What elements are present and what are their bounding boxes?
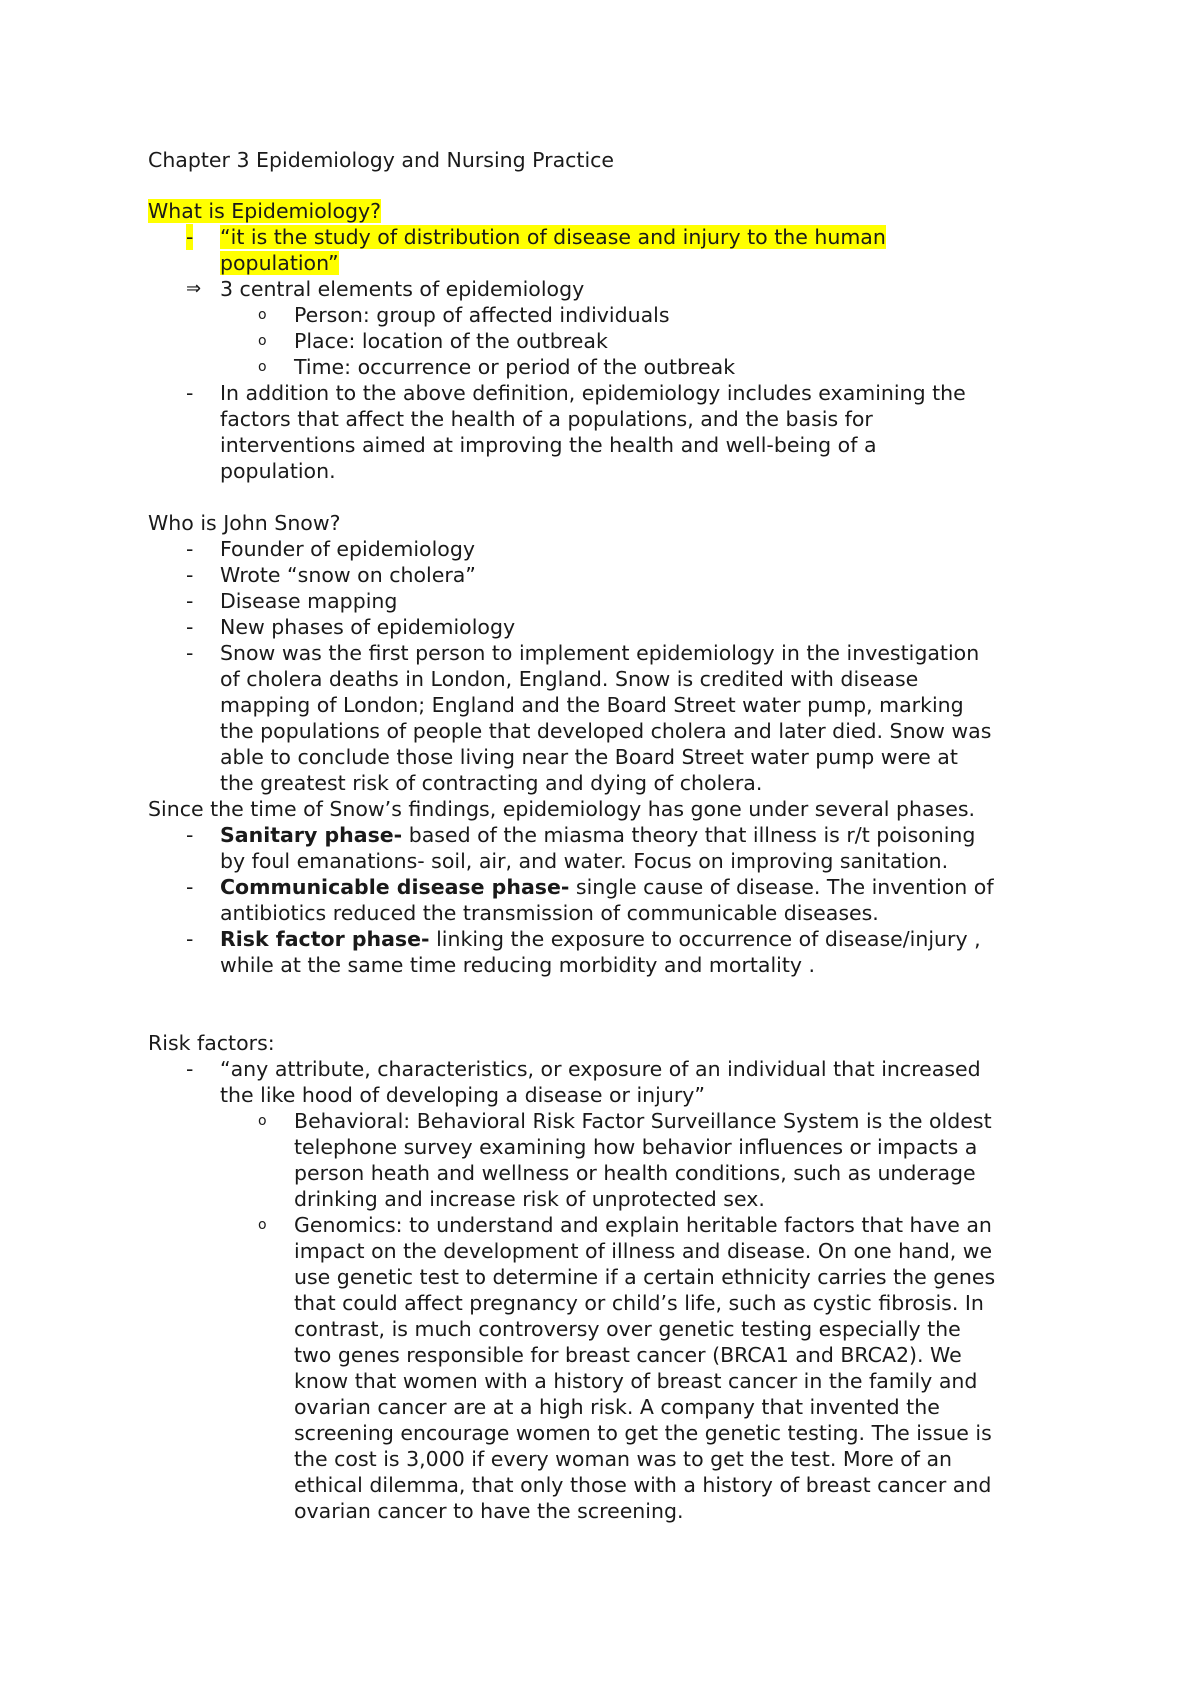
paragraph-line: factors that affect the health of a populations, and the basis for bbox=[220, 407, 873, 431]
paragraph-line: the cost is 3,000 if every woman was to get the test. More of an bbox=[294, 1447, 953, 1471]
paragraph-line: while at the same time reducing morbidity and mortality . bbox=[220, 953, 816, 977]
paragraph-line: ethical dilemma, that only those with a history of breast cancer and bbox=[294, 1473, 992, 1497]
circle-bullet-icon: o bbox=[258, 1217, 267, 1233]
phase-label: Sanitary phase- bbox=[220, 823, 403, 847]
paragraph-line: Snow was the first person to implement epidemiology in the investigation bbox=[220, 641, 980, 665]
phase-label: Risk factor phase- bbox=[220, 927, 430, 951]
list-item: Place: location of the outbreak bbox=[294, 329, 608, 353]
paragraph-line: ovarian cancer to have the screening. bbox=[294, 1499, 684, 1523]
paragraph-line: contrast, is much controversy over genetic testing especially the bbox=[294, 1317, 961, 1341]
paragraph-line: that could affect pregnancy or child’s life, such as cystic fibrosis. In bbox=[294, 1291, 984, 1315]
paragraph-line: drinking and increase risk of unprotected sex. bbox=[294, 1187, 765, 1211]
paragraph-line: know that women with a history of breast cancer in the family and bbox=[294, 1369, 978, 1393]
paragraph-line: “any attribute, characteristics, or exposure of an individual that increased bbox=[220, 1057, 981, 1081]
circle-bullet-icon: o bbox=[258, 1113, 267, 1129]
paragraph-line: able to conclude those living near the Board Street water pump were at bbox=[220, 745, 958, 769]
paragraph-line: In addition to the above definition, epidemiology includes examining the bbox=[220, 381, 966, 405]
paragraph-line: impact on the development of illness and disease. On one hand, we bbox=[294, 1239, 993, 1263]
phase-item bbox=[220, 926, 981, 952]
paragraph-line: Genomics: to understand and explain heritable factors that have an bbox=[294, 1213, 992, 1237]
bullet-dash: - bbox=[186, 823, 194, 847]
arrow-bullet-icon: ⇒ bbox=[186, 278, 202, 299]
definition-quote-line bbox=[220, 250, 339, 276]
bullet-dash: - bbox=[186, 225, 194, 249]
list-item: Disease mapping bbox=[220, 589, 398, 613]
bullet-dash: - bbox=[186, 589, 194, 613]
paragraph-line: of cholera deaths in London, England. Snow is credited with disease bbox=[220, 667, 919, 691]
circle-bullet-icon: o bbox=[258, 307, 267, 323]
circle-bullet-icon: o bbox=[258, 359, 267, 375]
list-item: Person: group of affected individuals bbox=[294, 303, 670, 327]
paragraph-line: person heath and wellness or health conditions, such as underage bbox=[294, 1161, 976, 1185]
paragraph-line: interventions aimed at improving the health and well-being of a bbox=[220, 433, 877, 457]
bullet-dash: - bbox=[186, 641, 194, 665]
section-heading-risk-factors: Risk factors: bbox=[148, 1031, 275, 1055]
list-item: 3 central elements of epidemiology bbox=[220, 277, 585, 301]
bullet-dash: - bbox=[186, 537, 194, 561]
list-item: Founder of epidemiology bbox=[220, 537, 475, 561]
bullet-dash: - bbox=[186, 381, 194, 405]
paragraph-line: by foul emanations- soil, air, and water. Focus on improving sanitation. bbox=[220, 849, 949, 873]
phase-item bbox=[220, 822, 975, 848]
paragraph-line: the like hood of developing a disease or injury” bbox=[220, 1083, 706, 1107]
list-item: New phases of epidemiology bbox=[220, 615, 516, 639]
phase-text: linking the exposure to occurrence of disease/injury , bbox=[429, 927, 981, 951]
section-heading-epidemiology bbox=[148, 198, 381, 224]
paragraph-line: Behavioral: Behavioral Risk Factor Surveillance System is the oldest bbox=[294, 1109, 992, 1133]
phases-intro: Since the time of Snow’s findings, epidemiology has gone under several phases. bbox=[148, 797, 976, 821]
paragraph-line: telephone survey examining how behavior influences or impacts a bbox=[294, 1135, 978, 1159]
paragraph-line: the greatest risk of contracting and dying of cholera. bbox=[220, 771, 763, 795]
paragraph-line: the populations of people that developed cholera and later died. Snow was bbox=[220, 719, 992, 743]
highlighted-text: What is Epidemiology? bbox=[148, 199, 382, 223]
paragraph-line: screening encourage women to get the genetic testing. The issue is bbox=[294, 1421, 992, 1445]
bullet-dash: - bbox=[186, 927, 194, 951]
paragraph-line: population. bbox=[220, 459, 336, 483]
bullet-dash: - bbox=[186, 1057, 194, 1081]
bullet-dash: - bbox=[186, 875, 194, 899]
paragraph-line: ovarian cancer are at a high risk. A company that invented the bbox=[294, 1395, 940, 1419]
section-heading-john-snow: Who is John Snow? bbox=[148, 511, 341, 535]
phase-text: single cause of disease. The invention of bbox=[569, 875, 994, 899]
highlighted-text: population” bbox=[220, 251, 339, 275]
paragraph-line: two genes responsible for breast cancer (BRCA1 and BRCA2). We bbox=[294, 1343, 962, 1367]
list-item: Wrote “snow on cholera” bbox=[220, 563, 476, 587]
phase-item bbox=[220, 874, 994, 900]
highlighted-text: “it is the study of distribution of disease and injury to the human bbox=[220, 225, 886, 249]
circle-bullet-icon: o bbox=[258, 333, 267, 349]
bullet-dash: - bbox=[186, 615, 194, 639]
paragraph-line: use genetic test to determine if a certain ethnicity carries the genes bbox=[294, 1265, 996, 1289]
page-title: Chapter 3 Epidemiology and Nursing Practice bbox=[148, 148, 615, 172]
phase-label: Communicable disease phase- bbox=[220, 875, 570, 899]
bullet-dash: - bbox=[186, 563, 194, 587]
paragraph-line: antibiotics reduced the transmission of communicable diseases. bbox=[220, 901, 879, 925]
definition-quote-line bbox=[220, 224, 886, 250]
list-item: Time: occurrence or period of the outbreak bbox=[294, 355, 736, 379]
paragraph-line: mapping of London; England and the Board Street water pump, marking bbox=[220, 693, 964, 717]
phase-text: based of the miasma theory that illness is r/t poisoning bbox=[402, 823, 976, 847]
